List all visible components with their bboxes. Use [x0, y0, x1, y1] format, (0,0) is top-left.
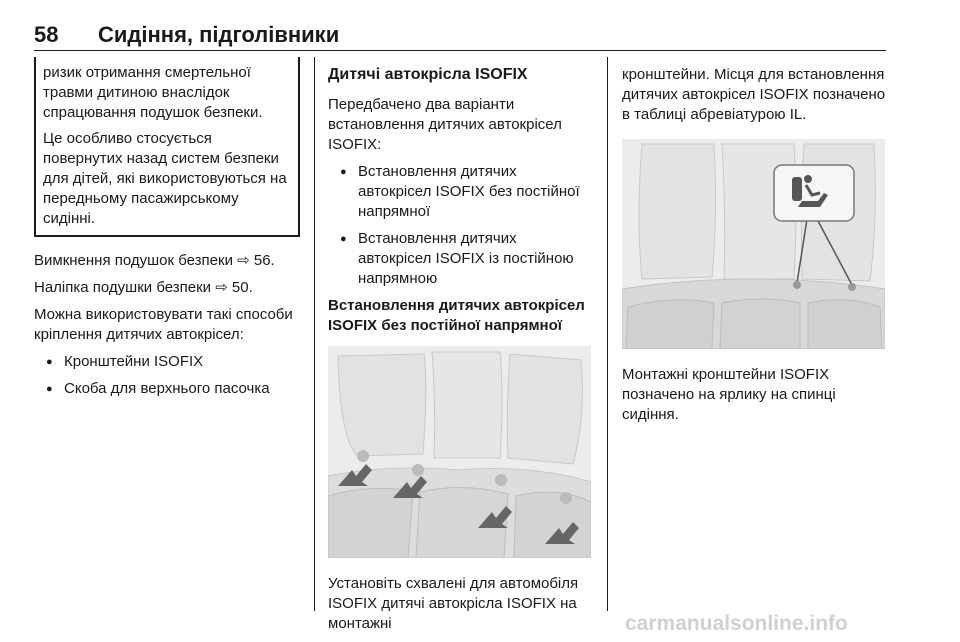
- airbag-deactivation-ref[interactable]: Вимкнення подушок безпеки ⇨ 56.: [34, 252, 275, 269]
- section-title: Сидіння, підголівники: [98, 22, 340, 47]
- isofix-label-illustration: [622, 139, 885, 349]
- watermark: carmanualsonline.info: [625, 612, 848, 635]
- isofix-label-text: Монтажні кронштейни ISOFIX позначено на ярлику на спинці сидіння.: [622, 366, 836, 423]
- column-divider-2: [607, 57, 608, 611]
- page-number: 58: [34, 22, 59, 47]
- install-caption: Установіть схвалені для автомобіля ISOFIX дитячі автокрісла ISOFIX на монтажні: [328, 575, 579, 632]
- airbag-label-ref[interactable]: Наліпка подушки безпеки ⇨ 50.: [34, 279, 253, 296]
- column-3: [622, 65, 888, 432]
- warning-text-2: Це особливо стосується повернутих назад систем безпеки для дітей, які використовуються на передньому пасажирському сидінні.: [43, 130, 287, 227]
- list-item: ● Скоба для верхнього пасочка: [34, 379, 300, 399]
- list-item: ● Встановлення дитячих автокрісел ISOFIX без постійної напрямної: [328, 162, 592, 222]
- isofix-options-list: [328, 162, 592, 289]
- isofix-subheading: Встановлення дитячих автокрісел ISOFIX без постійної напрямної: [328, 297, 585, 334]
- column-divider-1: [314, 57, 315, 611]
- column-1: [34, 57, 300, 406]
- list-item: ● Встановлення дитячих автокрісел ISOFIX із постійною напрямною: [328, 229, 592, 289]
- warning-box: [34, 57, 300, 237]
- page-header: [34, 22, 339, 48]
- warning-text-1: ризик отримання смертельної травми дитиною внаслідок спрацювання подушок безпеки.: [43, 64, 263, 121]
- rear-seat-isofix-illustration: [328, 346, 591, 558]
- mounting-methods-list: [34, 352, 300, 399]
- isofix-heading: Дитячі автокрісла ISOFIX: [328, 66, 528, 83]
- mounting-methods-intro: Можна використовувати такі способи кріплення дитячих автокрісел:: [34, 306, 293, 343]
- header-rule: [34, 50, 886, 51]
- isofix-positions-text: кронштейни. Місця для встановлення дитячих автокрісел ISOFIX позначено в таблиці абревіатурою IL.: [622, 66, 886, 123]
- isofix-intro: Передбачено два варіанти встановлення дитячих автокрісел ISOFIX:: [328, 96, 562, 153]
- list-item: ● Кронштейни ISOFIX: [34, 352, 300, 372]
- column-2: [328, 65, 592, 641]
